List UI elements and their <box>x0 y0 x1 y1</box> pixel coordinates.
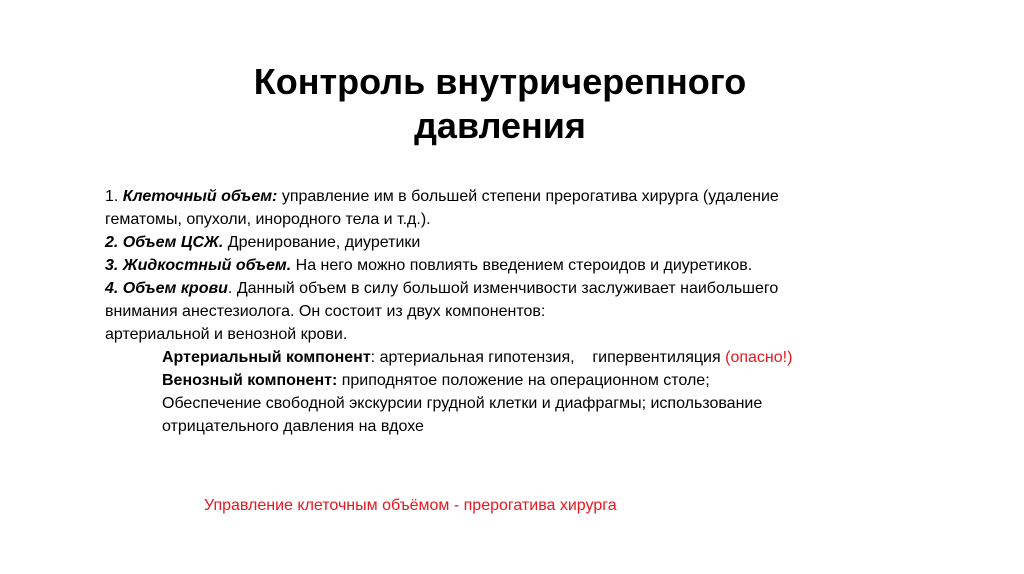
venous-label: Венозный компонент: <box>162 372 338 389</box>
item-2-text: Дренирование, диуретики <box>223 234 421 251</box>
item-1-text-1: управление им в большей степени прерогатива хирурга (удаление <box>277 188 779 205</box>
item-4-text-2: внимания анестезиолога. Он состоит из двух компонентов: <box>105 303 546 320</box>
item-1-label: Клеточный объем: <box>122 188 278 205</box>
item-4-text-3: артериальной и венозной крови. <box>105 326 348 343</box>
venous-text: приподнятое положение на операционном столе; <box>337 372 710 389</box>
arterial-component <box>105 346 905 369</box>
item-1-text-2: гематомы, опухоли, инородного тела и т.д.). <box>105 211 431 228</box>
venous-line-4: отрицательного давления на вдохе <box>162 418 424 435</box>
item-4-label: 4. Объем крови <box>105 280 228 297</box>
slide-body <box>105 185 905 438</box>
title-line-1: Контроль внутричерепного <box>253 61 747 102</box>
item-4-line-1 <box>105 277 905 300</box>
item-1-line-1 <box>105 185 905 208</box>
title-line-2: давления <box>414 105 586 146</box>
slide-title <box>180 60 820 148</box>
venous-line-3: Обеспечение свободной экскурсии грудной клетки и диафрагмы; использование <box>162 395 763 412</box>
footer-note: Управление клеточным объёмом - прерогатива хирурга <box>204 497 617 514</box>
venous-component <box>105 369 905 392</box>
arterial-text: : артериальная гипотензия, гипервентиляция <box>370 349 726 366</box>
item-3-text: На него можно повлиять введением стероидов и диуретиков. <box>291 257 753 274</box>
item-3 <box>105 254 905 277</box>
arterial-label: Артериальный компонент <box>162 349 371 366</box>
item-2 <box>105 231 905 254</box>
item-1-number: 1 <box>105 188 114 205</box>
item-2-label: 2. Объем ЦСЖ. <box>105 234 224 251</box>
arterial-warning: (опасно!) <box>725 349 793 366</box>
item-3-label: 3. Жидкостный объем. <box>105 257 292 274</box>
item-1-period: . <box>113 188 123 205</box>
item-4-text-1: . Данный объем в силу большой изменчивости заслуживает наибольшего <box>227 280 779 297</box>
